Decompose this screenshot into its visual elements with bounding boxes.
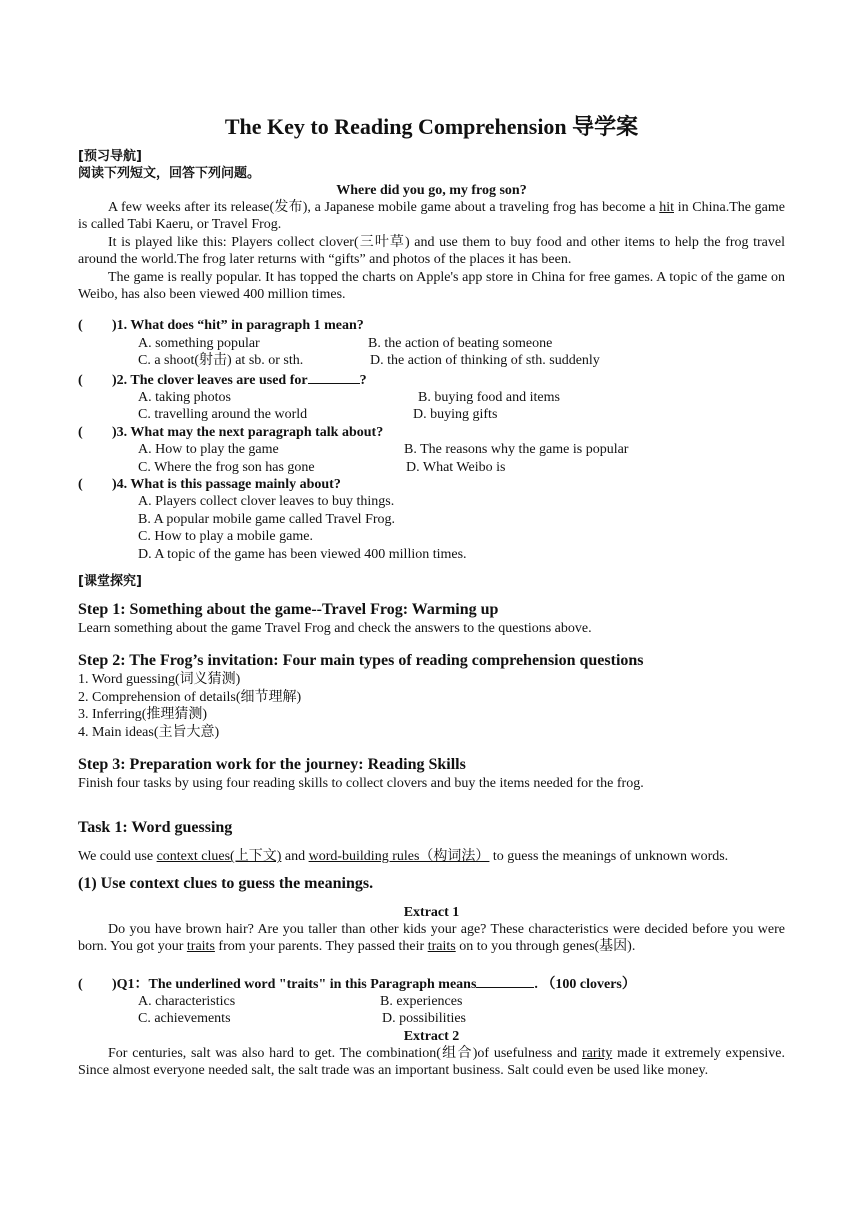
passage-title: Where did you go, my frog son? xyxy=(336,183,527,198)
question-stem-tail: ? xyxy=(359,372,367,388)
intro-text: We could use xyxy=(78,849,157,865)
passage-paragraph-3: The game is really popular. It has topped the charts on Apple's app store in China for free games. A topic of the game on Weibo, has also been viewed 400 million times. xyxy=(78,269,785,303)
extract-1-title: Extract 1 xyxy=(403,904,460,920)
option-a: A. How to play the game xyxy=(138,442,279,458)
underlined-traits: traits xyxy=(427,939,456,955)
option-c: C. travelling around the world xyxy=(138,407,308,423)
option-row xyxy=(78,459,785,476)
p1-text-a: A few weeks after its release(发布), a Japanese mobile game about a traveling frog has become a xyxy=(108,200,660,215)
question-1 xyxy=(78,317,785,334)
option-a: A. taking photos xyxy=(138,390,231,406)
preview-instruction: 阅读下列短文，回答下列问题。 xyxy=(78,166,261,181)
option-row xyxy=(78,1010,785,1027)
p1-text-b: in China.The game is called Tabi Kaeru, or Travel Frog. xyxy=(78,200,785,233)
option-c: C. Where the frog son has gone xyxy=(138,459,315,475)
extract-text: on to you through genes(基因). xyxy=(455,939,636,955)
task-1-heading: Task 1: Word guessing xyxy=(78,819,233,837)
question-3 xyxy=(78,424,785,441)
option-b: B. The reasons why the game is popular xyxy=(404,442,629,458)
document-page xyxy=(78,112,785,1080)
answer-paren[interactable]: ( xyxy=(78,318,83,334)
answer-blank[interactable] xyxy=(476,974,534,988)
task-1-subheading: (1) Use context clues to guess the meanings. xyxy=(78,874,374,892)
question-reward: . （100 clovers） xyxy=(534,976,636,992)
option-a: A. characteristics xyxy=(138,994,236,1010)
extract-1-text xyxy=(78,921,785,956)
step-3-text: Finish four tasks by using four reading skills to collect clovers and buy the items needed for the frog. xyxy=(78,776,644,792)
answer-blank[interactable] xyxy=(308,370,360,384)
extract-text: made it extremely expensive. Since almost everyone needed salt, the salt trade was an important business. Salt could even be used like money. xyxy=(78,1045,785,1079)
extract-2-text xyxy=(78,1045,785,1080)
option-c: C. achievements xyxy=(138,1011,231,1027)
question-stem: )3. What may the next paragraph talk about? xyxy=(112,424,384,440)
option-d: D. possibilities xyxy=(382,1011,467,1027)
intro-underlined-word-building: word-building rules（构词法） xyxy=(308,849,490,865)
extract-2-title: Extract 2 xyxy=(403,1028,460,1044)
question-q1 xyxy=(78,974,785,993)
extract-text: For centuries, salt was also hard to get. The combination(组合)of usefulness and xyxy=(108,1045,582,1061)
extract-text: Do you have brown hair? Are you taller than other kids your age? These characteristics were decided before you were born. You got your xyxy=(78,921,785,955)
answer-paren[interactable]: ( xyxy=(78,424,83,440)
option-d: D. What Weibo is xyxy=(406,459,506,475)
step-2-item: 4. Main ideas(主旨大意) xyxy=(78,724,220,740)
option-a: A. something popular xyxy=(138,335,260,351)
option-row xyxy=(78,335,785,352)
intro-text: to guess the meanings of unknown words. xyxy=(489,849,729,865)
spacer xyxy=(78,563,785,573)
task-1-intro xyxy=(78,848,785,865)
step-2-heading: Step 2: The Frog’s invitation: Four main types of reading comprehension questions xyxy=(78,652,644,670)
option-row xyxy=(78,441,785,458)
class-label: [课堂探究] xyxy=(78,574,142,590)
question-stem: )4. What is this passage mainly about? xyxy=(112,477,341,492)
preview-label: [预习导航] xyxy=(78,149,142,164)
option-b: B. A popular mobile game called Travel Frog. xyxy=(138,511,396,527)
option-d: D. the action of thinking of sth. suddenly xyxy=(370,353,600,369)
step-1-heading: Step 1: Something about the game--Travel Frog: Warming up xyxy=(78,601,499,619)
option-c: C. a shoot(射击) at sb. or sth. xyxy=(138,353,304,369)
option-row xyxy=(78,389,785,406)
step-2-item: 1. Word guessing(词义猜测) xyxy=(78,672,241,688)
spacer xyxy=(78,303,785,317)
question-4 xyxy=(78,476,785,493)
option-a: A. Players collect clover leaves to buy things. xyxy=(138,494,395,510)
page-title: The Key to Reading Comprehension 导学案 xyxy=(224,114,639,139)
intro-underlined-context-clues: context clues(上下文) xyxy=(156,849,282,865)
answer-paren[interactable]: ( xyxy=(78,976,83,992)
answer-paren[interactable]: ( xyxy=(78,372,83,388)
step-3-heading: Step 3: Preparation work for the journey: Reading Skills xyxy=(78,756,466,774)
option-d: D. A topic of the game has been viewed 400 million times. xyxy=(138,546,467,562)
passage-paragraph-1 xyxy=(78,199,785,234)
option-row xyxy=(78,406,785,423)
option-c: C. How to play a mobile game. xyxy=(138,529,313,545)
underlined-rarity: rarity xyxy=(581,1045,613,1061)
answer-paren[interactable]: ( xyxy=(78,477,83,492)
underlined-traits: traits xyxy=(186,939,215,955)
option-b: B. experiences xyxy=(380,994,463,1010)
question-2 xyxy=(78,370,785,389)
option-d: D. buying gifts xyxy=(413,407,498,423)
option-b: B. the action of beating someone xyxy=(368,335,553,351)
question-stem: )2. The clover leaves are used for xyxy=(112,372,308,388)
question-stem: )1. What does “hit” in paragraph 1 mean? xyxy=(112,318,364,334)
extract-text: from your parents. They passed their xyxy=(214,939,428,955)
passage-paragraph-2: It is played like this: Players collect clover(三叶草) and use them to buy food and other items to help the frog travel around the world.The frog later returns with “gifts” and photos of the places it has been. xyxy=(78,234,785,268)
step-2-item: 2. Comprehension of details(细节理解) xyxy=(78,689,302,705)
step-2-item: 3. Inferring(推理猜测) xyxy=(78,707,208,723)
question-stem: )Q1：The underlined word "traits" in this Paragraph means xyxy=(112,976,477,992)
p1-hit-word: hit xyxy=(659,200,674,215)
option-b: B. buying food and items xyxy=(418,390,560,406)
step-1-text: Learn something about the game Travel Frog and check the answers to the questions above. xyxy=(78,621,592,637)
option-row xyxy=(78,352,785,369)
intro-text: and xyxy=(281,849,309,865)
option-row xyxy=(78,993,785,1010)
